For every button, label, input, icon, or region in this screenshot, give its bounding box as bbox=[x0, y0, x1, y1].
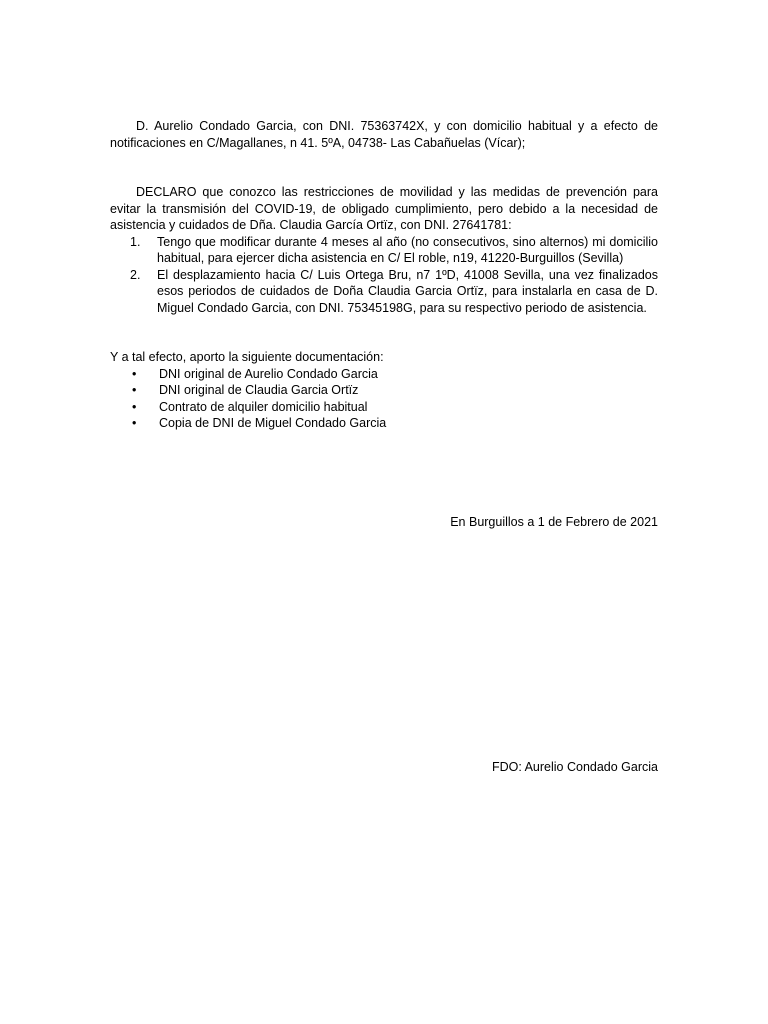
bullet-icon: • bbox=[132, 383, 137, 397]
declaration-paragraph: DECLARO que conozco las restricciones de movilidad y las medidas de prevención para evitar la transmisión del COVID-19, de obligado cumplimiento, pero debido a la necesidad de asistencia y cuidados de Dña. Claudia García Ortïz, con DNI. 27641781: bbox=[110, 185, 658, 232]
list-item bbox=[110, 267, 658, 317]
bullet-icon: • bbox=[132, 416, 137, 430]
list-item bbox=[110, 415, 658, 432]
bullet-icon: • bbox=[132, 366, 137, 381]
list-item bbox=[110, 399, 658, 416]
list-number: 1. bbox=[130, 234, 141, 249]
list-item-text: Contrato de alquiler domicilio habitual bbox=[159, 399, 368, 414]
signature-line: FDO: Aurelio Condado Garcia bbox=[491, 760, 658, 774]
documentation-intro: Y a tal efecto, aporto la siguiente documentación: bbox=[110, 350, 384, 364]
list-item-text: DNI original de Aurelio Condado Garcia bbox=[159, 366, 378, 381]
date-line: En Burguillos a 1 de Febrero de 2021 bbox=[450, 515, 658, 529]
list-item bbox=[110, 234, 658, 267]
list-number: 2. bbox=[130, 267, 141, 282]
documentation-list bbox=[110, 366, 658, 432]
list-item-text: Copia de DNI de Miguel Condado Garcia bbox=[159, 416, 387, 430]
list-item bbox=[110, 382, 658, 399]
list-item bbox=[110, 366, 658, 383]
document-page bbox=[110, 118, 658, 774]
intro-paragraph: D. Aurelio Condado Garcia, con DNI. 75363742X, y con domicilio habitual y a efecto de notificaciones en C/Magallanes, n 41. 5ºA, 04738- Las Cabañuelas (Vícar); bbox=[110, 119, 658, 150]
list-item-text: DNI original de Claudia Garcia Ortïz bbox=[159, 383, 359, 397]
numbered-list bbox=[110, 234, 658, 317]
list-item-text: Tengo que modificar durante 4 meses al año (no consecutivos, sino alternos) mi domicilio habitual, para ejercer dicha asistencia en C/ El roble, n19, 41220-Burguillos (Sevilla) bbox=[157, 234, 658, 265]
list-item-text: El desplazamiento hacia C/ Luis Ortega Bru, n7 1ºD, 41008 Sevilla, una vez finalizados esos periodos de cuidados de Doña Claudia Garcia Ortïz, para instalarla en casa de D. Miguel Condado Garcia, con DNI. 75345198G, para su respectivo periodo de asistencia. bbox=[157, 267, 658, 315]
bullet-icon: • bbox=[132, 399, 137, 414]
